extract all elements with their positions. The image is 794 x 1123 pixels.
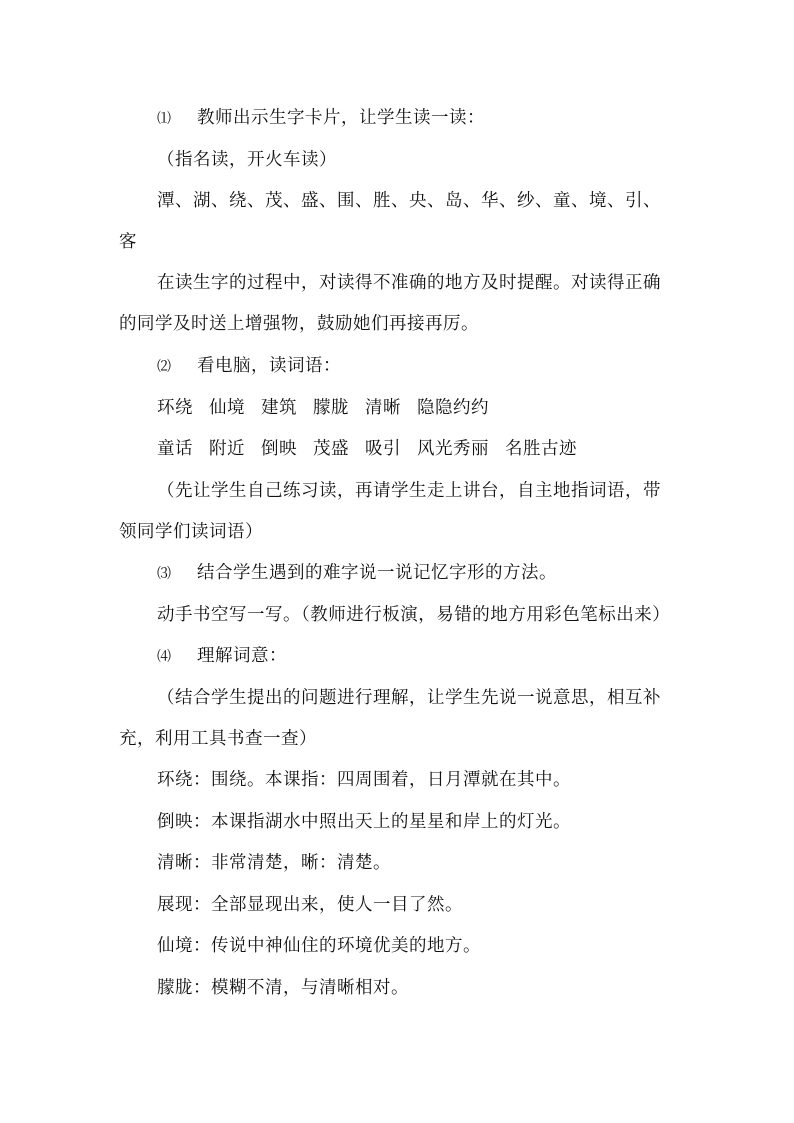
new-characters-line-2: 客 (119, 232, 137, 252)
word-item: 环绕 (157, 398, 193, 418)
step-2-text: 看电脑，读词语： (197, 356, 341, 376)
word-item: 建筑 (261, 398, 297, 418)
word-item: 清晰 (365, 398, 401, 418)
definition-item: 清晰：非常清楚，晰：清楚。 (157, 853, 391, 873)
word-item: 童话 (157, 439, 193, 459)
step-2-number: ⑵ (157, 359, 172, 375)
reading-remark-line-2: 的同学及时送上增强物，鼓励她们再接再厉。 (119, 314, 479, 334)
step-2-heading (157, 354, 341, 379)
step-3-note: 动手书空写一写。（教师进行板演，易错的地方用彩色笔标出来） (157, 605, 671, 625)
word-item: 风光秀丽 (417, 439, 489, 459)
word-list-row-2 (157, 437, 593, 461)
step-4-note-line-2: 充，利用工具书查一查） (119, 729, 317, 749)
step-1-heading (157, 106, 485, 131)
definition-item: 倒映：本课指湖水中照出天上的星星和岸上的灯光。 (157, 812, 571, 832)
step-1-note: （指名读，开火车读） (157, 150, 337, 170)
word-item: 仙境 (209, 398, 245, 418)
word-item: 茂盛 (313, 439, 349, 459)
step-4-heading (157, 644, 287, 669)
definition-item: 仙境：传说中神仙住的环境优美的地方。 (157, 936, 481, 956)
new-characters-line-1: 潭、湖、绕、茂、盛、围、胜、央、岛、华、纱、童、境、引、 (157, 191, 661, 211)
word-list-row-1 (157, 396, 505, 420)
word-item: 名胜古迹 (505, 439, 577, 459)
step-2-note-line-1: （先让学生自己练习读，再请学生走上讲台，自主地指词语，带 (157, 481, 661, 501)
definition-item: 环绕：围绕。本课指：四周围着，日月潭就在其中。 (157, 770, 571, 790)
step-4-note-line-1: （结合学生提出的问题进行理解，让学生先说一说意思，相互补 (157, 688, 661, 708)
step-3-number: ⑶ (157, 566, 172, 582)
step-1-number: ⑴ (157, 111, 172, 127)
word-item: 吸引 (365, 439, 401, 459)
step-3-heading (157, 561, 557, 586)
word-item: 朦胧 (313, 398, 349, 418)
word-item: 倒映 (261, 439, 297, 459)
step-3-text: 结合学生遇到的难字说一说记忆字形的方法。 (197, 563, 557, 583)
word-item: 附近 (209, 439, 245, 459)
word-item: 隐隐约约 (417, 398, 489, 418)
definition-item: 朦胧：模糊不清，与清晰相对。 (157, 978, 409, 998)
reading-remark-line-1: 在读生字的过程中，对读得不准确的地方及时提醒。对读得正确 (157, 273, 661, 293)
step-4-number: ⑷ (157, 649, 172, 665)
step-2-note-line-2: 领同学们读词语） (119, 522, 263, 542)
step-1-text: 教师出示生字卡片，让学生读一读： (197, 108, 485, 128)
definition-item: 展现：全部显现出来，使人一目了然。 (157, 895, 463, 915)
step-4-text: 理解词意： (197, 646, 287, 666)
